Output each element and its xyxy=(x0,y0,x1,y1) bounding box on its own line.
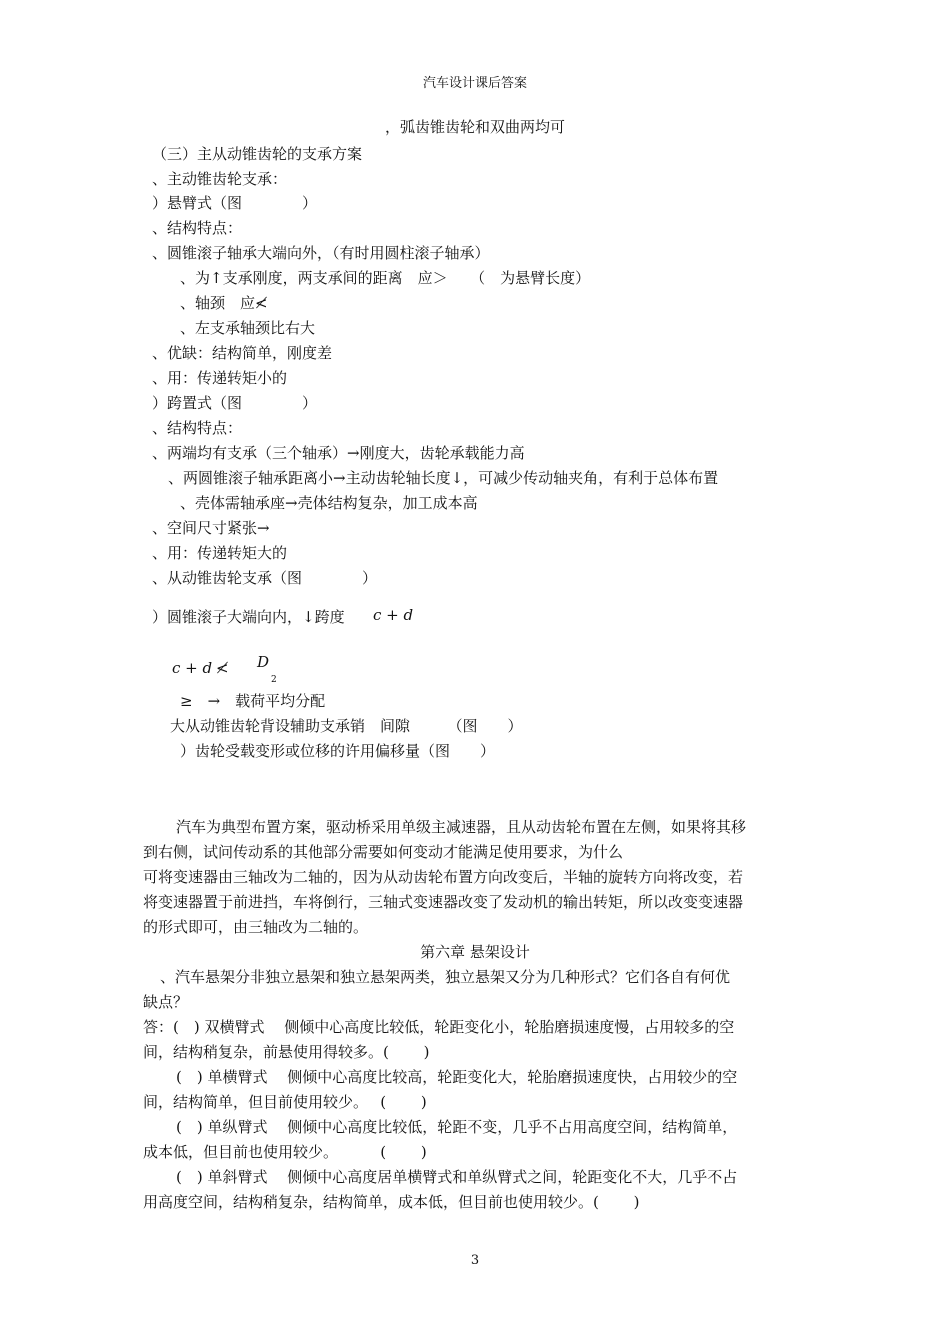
math-inequality-symbol: ≮ xyxy=(216,659,229,677)
text-line: ( ) 单纵臂式 侧倾中心高度比较低，轮距不变，几乎不占用高度空间，结构简单， xyxy=(176,1118,738,1136)
text-line: 、壳体需轴承座→壳体结构复杂，加工成本高 xyxy=(180,494,478,512)
text-line: 、两圆锥滚子轴承距离小→主动齿轮轴长度↓，可减少传动轴夹角，有利于总体布置 xyxy=(168,469,719,487)
text-line: ≥ → 载荷平均分配 xyxy=(180,692,326,710)
text-line: （三）主从动锥齿轮的支承方案 xyxy=(152,145,363,163)
text-line: 的形式即可，由三轴改为二轴的。 xyxy=(143,918,369,936)
page-number: 3 xyxy=(470,1253,480,1268)
text-line: ( ) 单横臂式 侧倾中心高度比较高，轮距变化大，轮胎磨损速度快，占用较少的空 xyxy=(176,1068,738,1086)
text-line: 、从动锥齿轮支承（图 ） xyxy=(152,569,378,587)
text-line: 、主动锥齿轮支承： xyxy=(152,170,288,188)
text-line: 可将变速器由三轴改为二轴的，因为从动齿轮布置方向改变后，半轴的旋转方向将改变，若 xyxy=(143,868,744,886)
text-line: 间，结构简单，但目前使用较少。 ( ) xyxy=(143,1093,427,1111)
text-line: 间，结构稍复杂，前悬使用得较多。( ) xyxy=(143,1043,430,1061)
text-line: ）跨置式（图 ） xyxy=(152,394,318,412)
text-line: 、汽车悬架分非独立悬架和独立悬架两类，独立悬架又分为几种形式？它们各自有何优 xyxy=(160,968,731,986)
text-line: 、用：传递转矩小的 xyxy=(152,369,288,387)
text-line: 第六章 悬架设计 xyxy=(420,943,530,961)
math-inequality-lhs: c + d xyxy=(172,659,213,677)
text-line: 、优缺：结构简单，刚度差 xyxy=(152,344,333,362)
text-line: ( ) 单斜臂式 侧倾中心高度居单横臂式和单纵臂式之间，轮距变化不大，几乎不占 xyxy=(176,1168,738,1186)
text-line: 答：( ) 双横臂式 侧倾中心高度比较低，轮距变化小，轮胎磨损速度慢，占用较多的空 xyxy=(143,1018,735,1036)
text-line: ，弧齿锥齿轮和双曲两均可 xyxy=(384,118,565,136)
text-line: 、两端均有支承（三个轴承）→刚度大，齿轮承载能力高 xyxy=(152,444,525,462)
text-line: 、轴颈 应≮ xyxy=(180,294,268,312)
text-line: 将变速器置于前进挡，车将倒行，三轴式变速器改变了发动机的输出转矩，所以改变变速器 xyxy=(143,893,744,911)
text-line: 、用：传递转矩大的 xyxy=(152,544,288,562)
text-line: 到右侧，试问传动系的其他部分需要如何变动才能满足使用要求，为什么 xyxy=(143,843,624,861)
math-inequality-rhs-subscript: 2 xyxy=(271,675,277,685)
text-line: ）齿轮受载变形或位移的许用偏移量（图 ） xyxy=(180,742,496,760)
math-inequality-rhs-variable: D xyxy=(257,653,270,671)
text-line: 、为↑支承刚度，两支承间的距离 应＞ （ 为悬臂长度） xyxy=(180,269,591,287)
text-line: 成本低，但目前也使用较少。 ( ) xyxy=(143,1143,427,1161)
text-line: 、结构特点： xyxy=(152,419,243,437)
text-line: 大从动锥齿轮背设辅助支承销 间隙 （图 ） xyxy=(170,717,523,735)
text-line: 、圆锥滚子轴承大端向外，（有时用圆柱滚子轴承） xyxy=(152,244,490,262)
text-line: ）圆锥滚子大端向内，↓跨度 xyxy=(152,608,345,626)
math-span-variable: c + d xyxy=(373,606,414,624)
text-line: 缺点？ xyxy=(143,993,189,1011)
text-line: 、空间尺寸紧张→ xyxy=(152,519,270,537)
text-line: 、左支承轴颈比右大 xyxy=(180,319,316,337)
page-header: 汽车设计课后答案 xyxy=(422,76,527,91)
text-line: ）悬臂式（图 ） xyxy=(152,194,318,212)
text-line: 用高度空间，结构稍复杂，结构简单，成本低，但目前也使用较少。( ) xyxy=(143,1193,640,1211)
text-line: 汽车为典型布置方案，驱动桥采用单级主减速器，且从动齿轮布置在左侧，如果将其移 xyxy=(176,818,747,836)
text-line: 、结构特点： xyxy=(152,219,243,237)
